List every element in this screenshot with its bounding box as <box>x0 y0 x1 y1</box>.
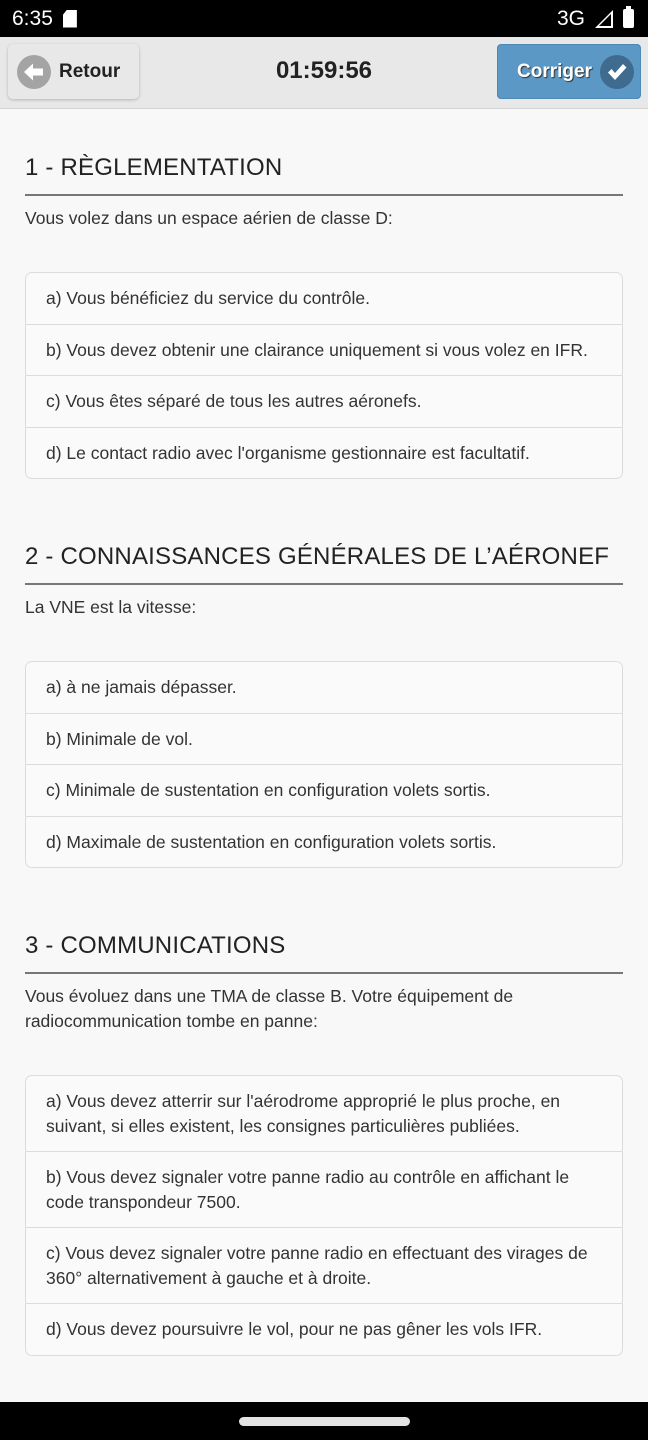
question-3 <box>0 932 648 1356</box>
answer-list <box>25 272 623 479</box>
answer-option-c[interactable]: c) Vous êtes séparé de tous les autres aéronefs. <box>26 375 622 427</box>
question-2 <box>0 543 648 868</box>
answer-option-d[interactable]: d) Maximale de sustentation en configuration volets sortis. <box>26 816 622 868</box>
arrow-left-icon <box>17 55 51 89</box>
home-gesture-handle[interactable] <box>239 1417 410 1426</box>
question-text: Vous volez dans un espace aérien de classe D: <box>25 208 393 228</box>
signal-icon <box>595 10 613 28</box>
back-button-label: Retour <box>59 60 121 82</box>
answer-option-a[interactable]: a) Vous bénéficiez du service du contrôle. <box>46 288 370 308</box>
battery-icon <box>623 9 634 28</box>
exam-timer: 01:59:56 <box>275 57 373 84</box>
answer-option-c[interactable]: c) Vous devez signaler votre panne radio en effectuant des virages de 360° alternativement à gauche et à droite. <box>26 1227 622 1303</box>
questions-list[interactable] <box>0 110 648 1402</box>
answer-list <box>25 1075 623 1356</box>
network-type: 3G <box>556 6 585 30</box>
status-left <box>12 7 77 31</box>
check-icon <box>600 55 634 89</box>
answer-option-d[interactable]: d) Vous devez poursuivre le vol, pour ne pas gêner les vols IFR. <box>26 1303 622 1355</box>
status-right <box>557 7 634 31</box>
correct-button[interactable] <box>497 44 641 99</box>
answer-option-a[interactable]: a) Vous devez atterrir sur l'aérodrome approprié le plus proche, en suivant, si elles existent, les consignes particulières publiées. <box>46 1091 561 1136</box>
answer-option-b[interactable]: b) Vous devez obtenir une clairance uniquement si vous volez en IFR. <box>26 324 622 376</box>
answer-option-c[interactable]: c) Minimale de sustentation en configuration volets sortis. <box>26 764 622 816</box>
correct-button-label: Corriger <box>517 60 592 82</box>
toolbar <box>0 37 648 109</box>
question-title: 3 - COMMUNICATIONS <box>25 932 623 974</box>
question-text: Vous évoluez dans une TMA de classe B. Votre équipement de radiocommunication tombe en panne: <box>25 986 514 1031</box>
answer-option-b[interactable]: b) Minimale de vol. <box>26 713 622 765</box>
answer-list <box>25 661 623 868</box>
question-text: La VNE est la vitesse: <box>25 597 197 617</box>
answer-option-b[interactable]: b) Vous devez signaler votre panne radio au contrôle en affichant le code transpondeur 7500. <box>26 1151 622 1227</box>
question-1 <box>0 154 648 479</box>
question-title: 2 - CONNAISSANCES GÉNÉRALES DE L’AÉRONEF <box>25 543 623 585</box>
answer-option-d[interactable]: d) Le contact radio avec l'organisme gestionnaire est facultatif. <box>26 427 622 479</box>
system-nav-bar <box>0 1402 648 1440</box>
back-button[interactable] <box>8 44 139 99</box>
answer-option-a[interactable]: a) à ne jamais dépasser. <box>46 677 237 697</box>
question-title: 1 - RÈGLEMENTATION <box>25 154 623 196</box>
sd-card-icon <box>63 10 77 28</box>
status-time: 6:35 <box>12 6 53 30</box>
status-bar <box>0 0 648 37</box>
